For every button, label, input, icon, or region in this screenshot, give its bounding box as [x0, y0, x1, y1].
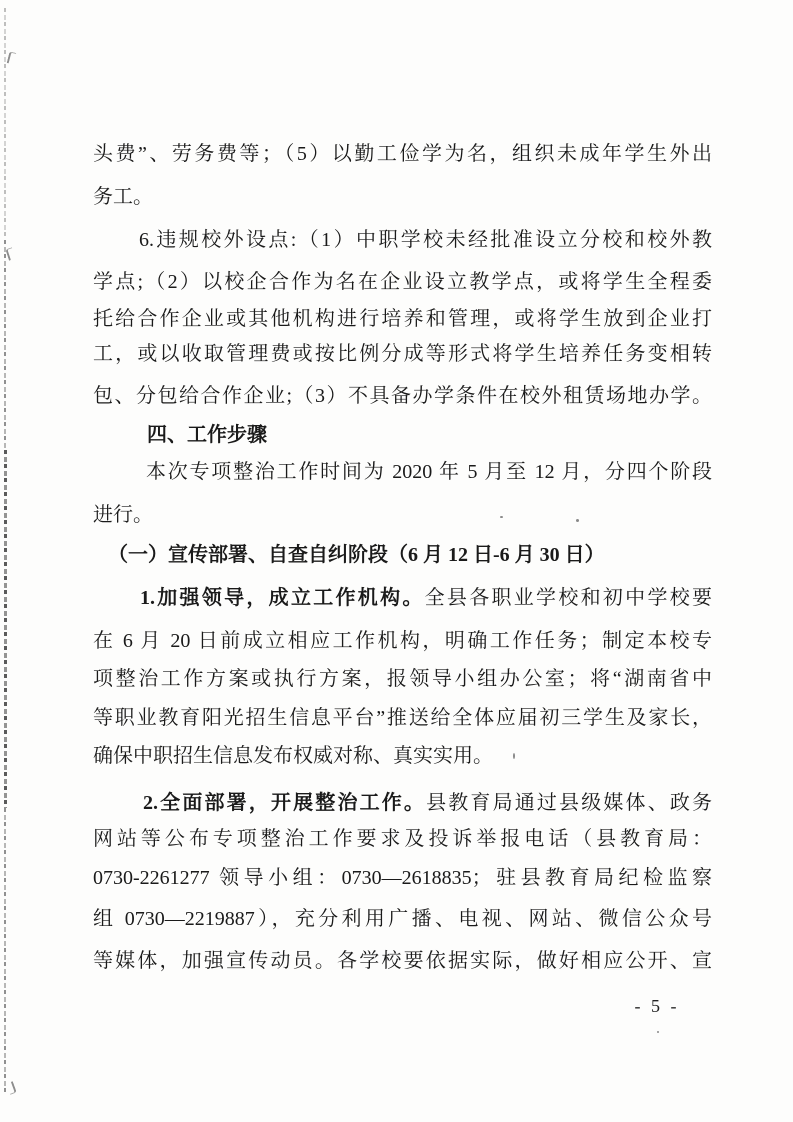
- text-line: [93, 457, 712, 487]
- text-line: [93, 182, 712, 212]
- text-line: [93, 225, 712, 255]
- text-line-text: 本次专项整治工作时间为 2020 年 5 月至 12 月，分四个阶段: [146, 461, 712, 483]
- text-line: [93, 824, 712, 854]
- section-heading: [93, 420, 712, 450]
- text-line: [93, 583, 712, 613]
- text-line-text: 0730-2261277 领导小组：0730—2618835；驻县教育局纪检监察: [93, 867, 712, 889]
- text-line-text: 组 0730—2219887），充分利用广播、电视、网站、微信公众号: [93, 908, 712, 930]
- text-line-text: 工，或以收取管理费或按比例分成等形式将学生培养任务变相转: [93, 343, 712, 365]
- text-line: [93, 664, 712, 694]
- scan-curl-mark: [5, 247, 15, 261]
- scan-curl-mark: [6, 1081, 17, 1095]
- text-line-text: 项整治工作方案或执行方案，报领导小组办公室；将“湖南省中: [93, 668, 712, 690]
- text-line-text: 进行。: [93, 504, 153, 526]
- text-line-bold: 2.全面部署，开展整治工作。: [143, 792, 427, 814]
- text-line: [93, 741, 712, 771]
- text-line-text: 等媒体，加强宣传动员。各学校要依据实际，做好相应公开、宣: [93, 950, 712, 972]
- text-line: [93, 904, 712, 934]
- text-line-text: 头费”、劳务费等；（5）以勤工俭学为名，组织未成年学生外出: [93, 143, 712, 165]
- text-line: [93, 788, 712, 818]
- text-line-text: 学点;（2）以校企合作为名在企业设立教学点，或将学生全程委: [93, 271, 712, 293]
- text-line: [93, 267, 712, 297]
- text-line-bold: （一）宣传部署、自查自纠阶段（6 月 12 日-6 月 30 日）: [108, 544, 605, 566]
- text-line: [93, 863, 712, 893]
- text-line-text: 包、分包给合作企业;（3）不具备办学条件在校外租赁场地办学。: [93, 385, 712, 407]
- text-line: [93, 381, 712, 411]
- text-line: [93, 304, 712, 334]
- subsection-heading: [93, 540, 712, 570]
- text-line-text: 网站等公布专项整治工作要求及投诉举报电话（县教育局：: [93, 828, 712, 850]
- scan-curl-mark: [7, 51, 17, 64]
- scan-artifact-left-upper: [4, 240, 6, 450]
- text-line-text: 务工。: [93, 186, 153, 208]
- text-line-bold: 1.加强领导，成立工作机构。: [140, 587, 425, 609]
- text-line-text: 6.违规校外设点:（1）中职学校未经批准设立分校和校外教: [139, 229, 712, 251]
- text-line-bold: 四、工作步骤: [147, 424, 267, 446]
- text-line-text: 等职业教育阳光招生信息平台”推送给全体应届初三学生及家长，: [93, 707, 712, 729]
- text-line-text: 全县各职业学校和初中学校要: [424, 587, 713, 609]
- page-number: - 5 -: [634, 996, 680, 1016]
- text-line: [93, 500, 712, 530]
- text-line: [93, 339, 712, 369]
- text-line-text: 县教育局通过县级媒体、政务: [426, 792, 713, 814]
- text-line: [93, 703, 712, 733]
- text-line: [93, 946, 712, 976]
- scan-artifact-left-middle: [4, 450, 7, 808]
- text-line-text: 在 6 月 20 日前成立相应工作机构，明确工作任务；制定本校专: [93, 630, 712, 652]
- text-line-text: 确保中职招生信息发布权威对称、真实实用。: [93, 745, 493, 767]
- text-line: [93, 139, 712, 169]
- scan-speck: [657, 1031, 659, 1033]
- scan-artifact-left-top: [4, 8, 6, 238]
- text-line-text: 托给合作企业或其他机构进行培养和管理，或将学生放到企业打: [93, 308, 712, 330]
- text-line: [93, 626, 712, 656]
- scan-artifact-left-lower: [4, 808, 6, 1093]
